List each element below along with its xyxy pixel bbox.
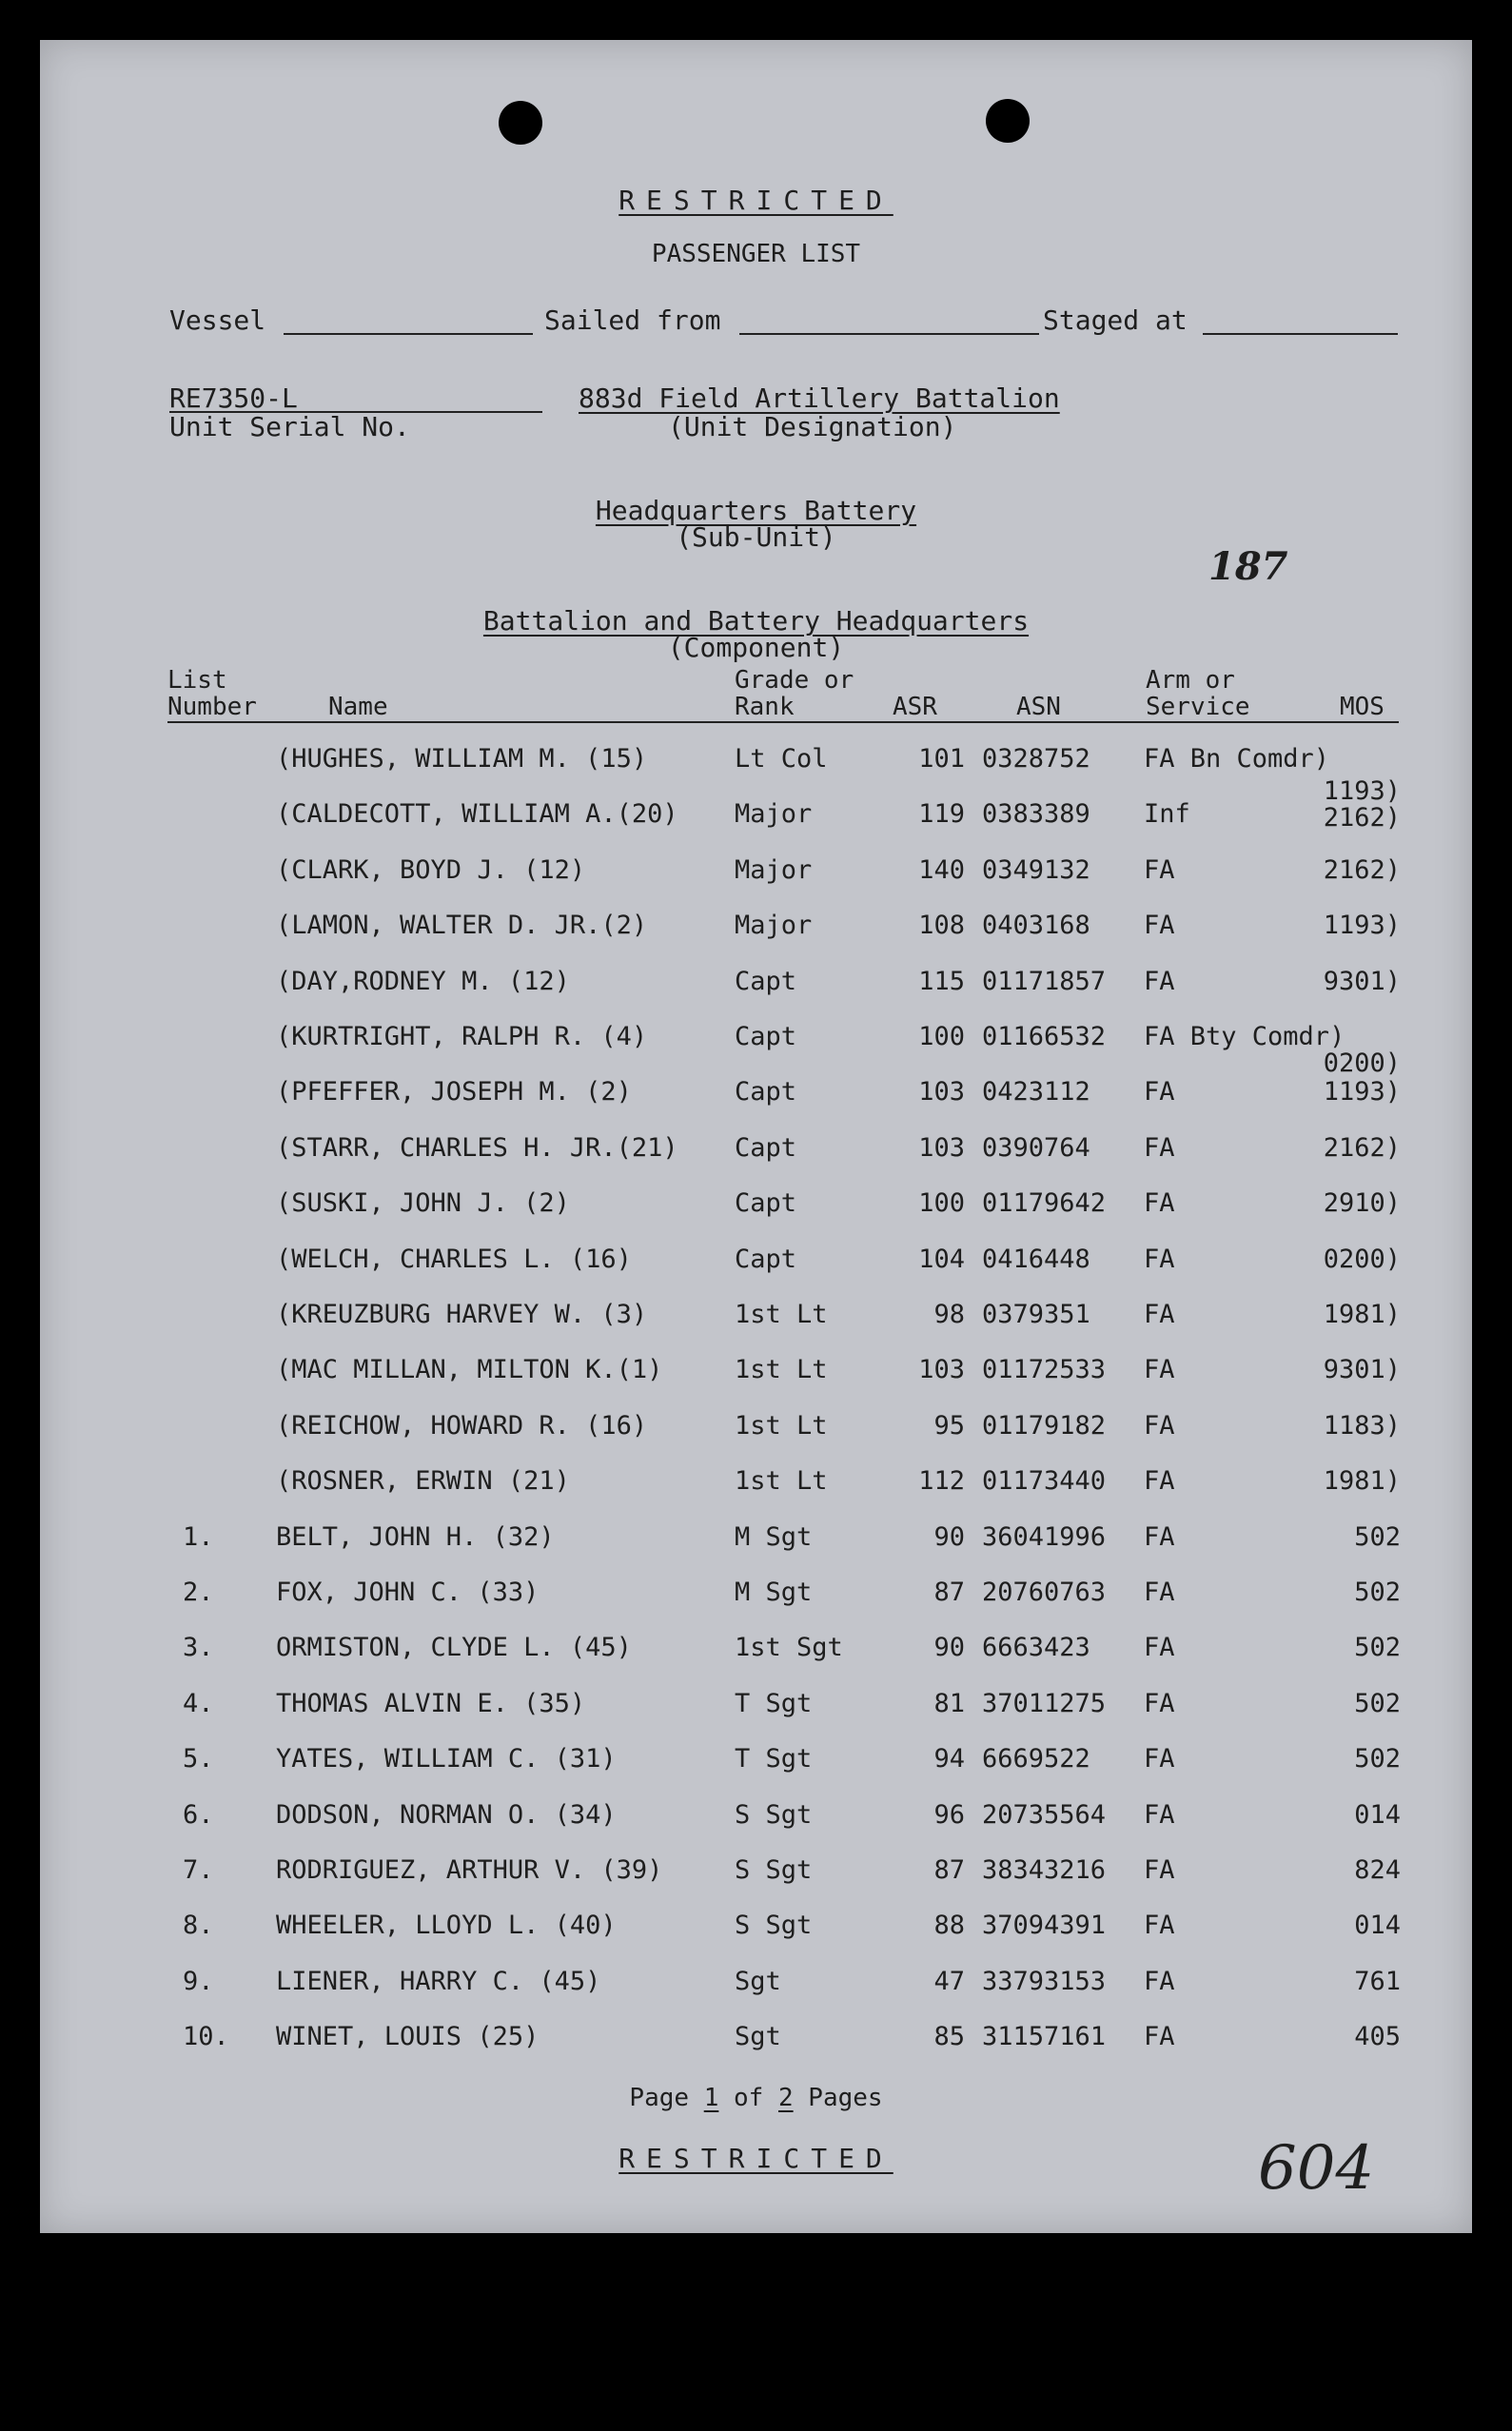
asr-cell: 98 [933,1300,965,1329]
name-cell: (WELCH, CHARLES L. (16) [276,1244,632,1274]
asr-cell: 100 [918,1022,965,1051]
rank-cell: Capt [735,1022,797,1051]
arm-cell: FA Bn Comdr) [1144,744,1330,774]
name-cell: (LAMON, WALTER D. JR.(2) [276,911,648,941]
page-num: 1 [703,2084,719,2112]
list-number: 10. [183,2022,229,2052]
restricted-top: RESTRICTED [619,185,893,216]
name-cell: (REICHOW, HOWARD R. (16) [276,1410,648,1441]
name-cell: DODSON, NORMAN O. (34) [276,1799,617,1830]
name-cell: (CALDECOTT, WILLIAM A.(20) [276,799,678,830]
rank-cell: 1st Lt [735,1355,828,1385]
asn-cell: 38343216 [982,1855,1107,1885]
asn-cell: 01179182 [982,1410,1107,1441]
mos-cell: 0200) [1323,1244,1401,1274]
name-cell: LIENER, HARRY C. (45) [276,1966,601,1996]
arm-cell: FA [1144,1355,1175,1385]
arm-cell: FA [1144,1911,1175,1941]
page-suffix: Pages [793,2084,883,2112]
arm-cell: FA [1144,1410,1175,1441]
asr-cell: 140 [918,854,965,885]
asn-cell: 01166532 [982,1022,1107,1051]
vessel-line [284,333,533,335]
name-cell: RODRIGUEZ, ARTHUR V. (39) [276,1855,663,1885]
rank-cell: S Sgt [735,1911,813,1941]
vessel-label: Vessel [169,304,266,336]
sailed-from-line [739,333,1039,335]
header-rule [167,721,1399,723]
arm-cell: FA [1144,1799,1175,1830]
rank-cell: Major [735,911,813,941]
punch-hole-right [986,99,1030,143]
rank-cell: Lt Col [735,744,828,774]
arm-cell: FA [1144,1521,1175,1552]
mos-cell: 502 [1354,1688,1401,1718]
col-mos: MOS [1340,693,1384,721]
mos-cell: 1193) [1323,1077,1401,1108]
arm-cell: FA [1144,1578,1175,1607]
arm-cell: FA [1144,1188,1175,1219]
component-label: (Component) [667,632,845,663]
arm-cell: FA [1144,1633,1175,1663]
asn-cell: 20735564 [982,1799,1107,1830]
rank-cell: Capt [735,1077,797,1108]
page-total: 2 [777,2084,794,2112]
component-value: Battalion and Battery Headquarters [482,605,1030,637]
name-cell: WHEELER, LLOYD L. (40) [276,1911,617,1941]
arm-cell: FA [1144,1688,1175,1718]
page-indicator [40,2084,1472,2112]
list-number: 7. [183,1855,214,1885]
arm-cell: FA [1144,854,1175,885]
rank-cell: Major [735,854,813,885]
col-list-number-2: Number [167,693,257,721]
col-name: Name [328,693,388,721]
handwritten-page-number: 187 [1208,544,1288,589]
arm-cell: FA [1144,1966,1175,1996]
rank-cell: 1st Sgt [735,1633,843,1663]
handwritten-604: 604 [1258,2133,1375,2204]
rank-cell: S Sgt [735,1855,813,1885]
name-cell: (STARR, CHARLES H. JR.(21) [276,1132,678,1163]
name-cell: (ROSNER, ERWIN (21) [276,1466,570,1497]
mos-cell: 1981) [1323,1466,1401,1497]
asn-cell: 6669522 [982,1744,1090,1774]
asr-cell: 112 [918,1466,965,1497]
col-arm-2: Service [1146,693,1250,721]
list-number: 4. [183,1688,214,1718]
asn-cell: 37011275 [982,1688,1107,1718]
col-asn: ASN [1016,693,1061,721]
col-grade-1: Grade or [735,666,854,695]
asr-cell: 103 [918,1355,965,1385]
list-number: 3. [183,1633,214,1663]
name-cell: THOMAS ALVIN E. (35) [276,1688,586,1718]
subunit-value: Headquarters Battery [595,495,917,526]
name-cell: (KREUZBURG HARVEY W. (3) [276,1300,648,1329]
asr-cell: 101 [918,744,965,774]
asr-cell: 96 [933,1799,965,1830]
rank-cell: T Sgt [735,1744,813,1774]
arm-cell: FA [1144,1244,1175,1274]
col-arm-1: Arm or [1146,666,1235,695]
rank-cell: M Sgt [735,1521,813,1552]
mos-cell: 1981) [1323,1300,1401,1329]
rank-cell: Sgt [735,2022,781,2052]
mos-cell: 1183) [1323,1410,1401,1441]
asn-cell: 6663423 [982,1633,1090,1663]
arm-cell: FA Bty Comdr) [1144,1022,1345,1051]
asr-cell: 103 [918,1077,965,1108]
name-cell: BELT, JOHN H. (32) [276,1521,555,1552]
asn-cell: 01173440 [982,1466,1107,1497]
asr-cell: 103 [918,1132,965,1163]
asn-cell: 36041996 [982,1521,1107,1552]
asr-cell: 90 [933,1521,965,1552]
mos-cell: 405 [1354,2022,1401,2052]
rank-cell: Major [735,799,813,830]
asr-cell: 94 [933,1744,965,1774]
unit-serial-value: RE7350-L [169,382,298,414]
mos-cell: 502 [1354,1633,1401,1663]
rank-cell: Capt [735,966,797,996]
asn-cell: 31157161 [982,2022,1107,2052]
mos-cell: 2910) [1323,1188,1401,1219]
name-cell: (KURTRIGHT, RALPH R. (4) [276,1022,648,1051]
rank-cell: Capt [735,1132,797,1163]
rank-cell: S Sgt [735,1799,813,1830]
mos-cell: 9301) [1323,1355,1401,1385]
arm-cell: FA [1144,2022,1175,2052]
rank-cell: Sgt [735,1966,781,1996]
asn-cell: 0328752 [982,744,1090,774]
asr-cell: 95 [933,1410,965,1441]
doc-title: PASSENGER LIST [651,240,861,268]
mos-cell: 9301) [1323,966,1401,996]
asr-cell: 87 [933,1578,965,1607]
asn-cell: 0416448 [982,1244,1090,1274]
mos-secondary-cell: 2162) [1323,803,1401,833]
rank-cell: 1st Lt [735,1466,828,1497]
sailed-from-label: Sailed from [544,304,721,336]
arm-cell: FA [1144,1855,1175,1885]
col-grade-2: Rank [735,693,795,721]
asr-cell: 87 [933,1855,965,1885]
asr-cell: 85 [933,2022,965,2052]
restricted-bottom: RESTRICTED [619,2143,893,2174]
name-cell: (CLARK, BOYD J. (12) [276,854,586,885]
name-cell: (HUGHES, WILLIAM M. (15) [276,744,648,774]
asr-cell: 115 [918,966,965,996]
name-cell: YATES, WILLIAM C. (31) [276,1744,617,1774]
mos-cell: 1193) [1323,911,1401,941]
name-cell: (MAC MILLAN, MILTON K.(1) [276,1355,663,1385]
arm-cell: FA [1144,1132,1175,1163]
rank-cell: 1st Lt [735,1300,828,1329]
mos-cell: 2162) [1323,854,1401,885]
arm-cell: FA [1144,1300,1175,1329]
asn-cell: 0423112 [982,1077,1090,1108]
name-cell: WINET, LOUIS (25) [276,2022,540,2052]
rank-cell: T Sgt [735,1688,813,1718]
staged-at-line [1203,333,1398,335]
list-number: 8. [183,1911,214,1941]
subunit-label: (Sub-Unit) [676,521,836,553]
mos-secondary-cell: 0200) [1323,1049,1401,1078]
staged-at-label: Staged at [1043,304,1188,336]
asn-cell: 0383389 [982,799,1090,830]
asn-cell: 37094391 [982,1911,1107,1941]
rank-cell: Capt [735,1188,797,1219]
asn-cell: 0349132 [982,854,1090,885]
asn-cell: 20760763 [982,1578,1107,1607]
mos-cell: 502 [1354,1744,1401,1774]
arm-cell: FA [1144,1077,1175,1108]
name-cell: (PFEFFER, JOSEPH M. (2) [276,1077,632,1108]
asr-cell: 119 [918,799,965,830]
name-cell: FOX, JOHN C. (33) [276,1578,540,1607]
mos-cell: 502 [1354,1578,1401,1607]
asn-cell: 0390764 [982,1132,1090,1163]
punch-hole-left [499,101,542,145]
name-cell: (DAY,RODNEY M. (12) [276,966,570,996]
asn-cell: 0379351 [982,1300,1090,1329]
page-of: of [718,2084,778,2112]
rank-cell: Capt [735,1244,797,1274]
unit-serial-label: Unit Serial No. [169,411,410,442]
mos-cell: 014 [1354,1911,1401,1941]
mos-cell: 2162) [1323,1132,1401,1163]
asr-cell: 108 [918,911,965,941]
arm-cell: Inf [1144,799,1190,830]
list-number: 6. [183,1799,214,1830]
asn-cell: 01171857 [982,966,1107,996]
arm-cell: FA [1144,911,1175,941]
arm-cell: FA [1144,966,1175,996]
asr-cell: 88 [933,1911,965,1941]
asn-cell: 01172533 [982,1355,1107,1385]
list-number: 5. [183,1744,214,1774]
mos-cell: 761 [1354,1966,1401,1996]
mos-cell: 014 [1354,1799,1401,1830]
asr-cell: 100 [918,1188,965,1219]
name-cell: ORMISTON, CLYDE L. (45) [276,1633,632,1663]
document-page [40,40,1472,2233]
mos-cell: 1193) [1323,776,1401,807]
asn-cell: 33793153 [982,1966,1107,1996]
asr-cell: 90 [933,1633,965,1663]
mos-cell: 502 [1354,1521,1401,1552]
rank-cell: M Sgt [735,1578,813,1607]
asn-cell: 0403168 [982,911,1090,941]
asr-cell: 104 [918,1244,965,1274]
col-list-number-1: List [167,666,227,695]
asn-cell: 01179642 [982,1188,1107,1219]
unit-designation-label: (Unit Designation) [668,411,957,442]
asr-cell: 81 [933,1688,965,1718]
page-prefix: Page [629,2084,704,2112]
mos-cell: 824 [1354,1855,1401,1885]
name-cell: (SUSKI, JOHN J. (2) [276,1188,570,1219]
unit-designation-value: 883d Field Artillery Battalion [579,382,1060,414]
arm-cell: FA [1144,1466,1175,1497]
col-asr: ASR [893,693,937,721]
asr-cell: 47 [933,1966,965,1996]
rank-cell: 1st Lt [735,1410,828,1441]
list-number: 2. [183,1578,214,1607]
arm-cell: FA [1144,1744,1175,1774]
list-number: 9. [183,1966,214,1996]
list-number: 1. [183,1521,214,1552]
